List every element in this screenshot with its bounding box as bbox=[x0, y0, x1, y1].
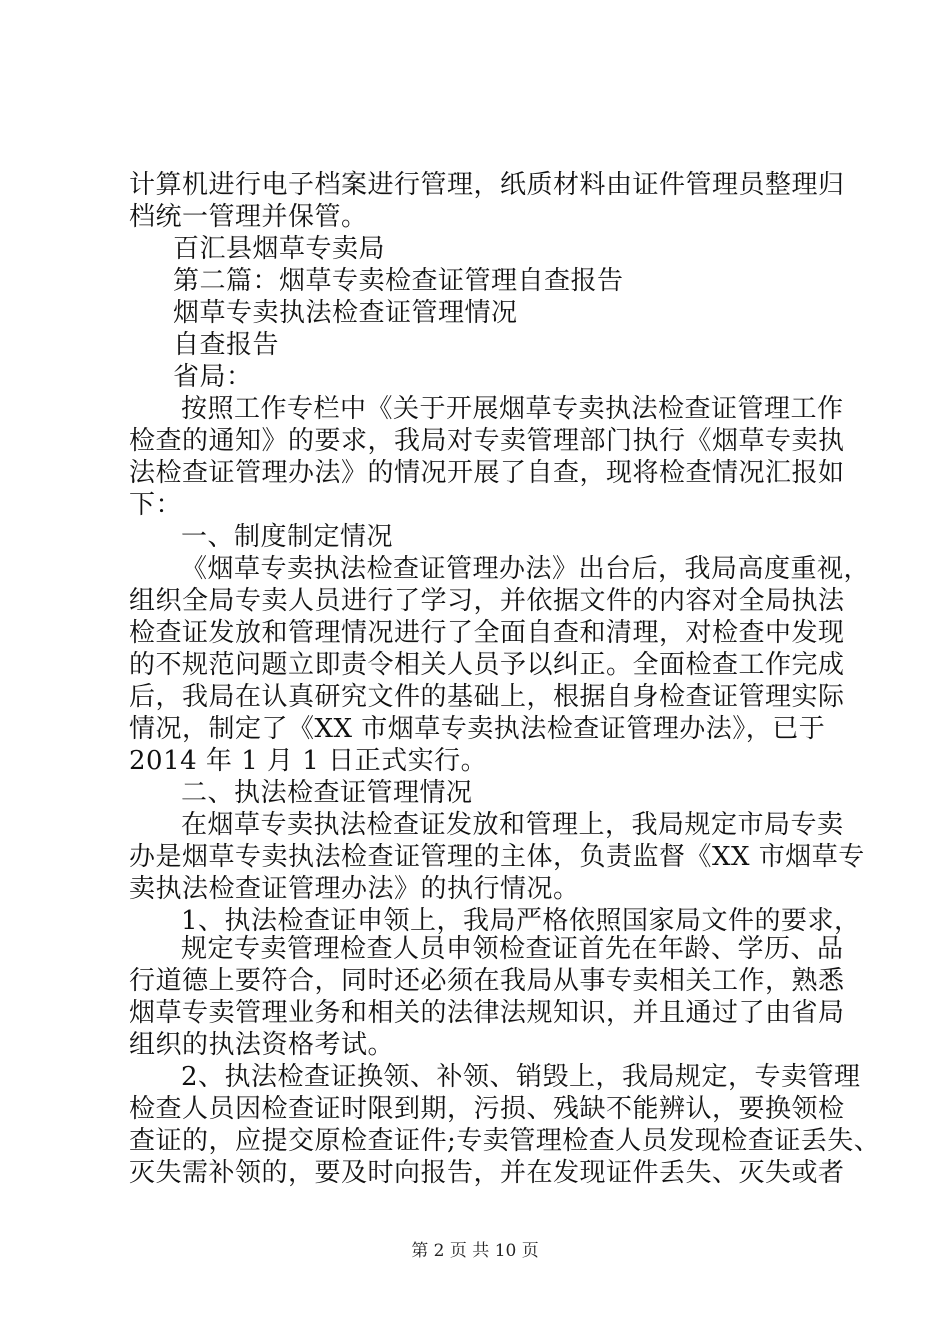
paragraph-line: 检查证发放和管理情况进行了全面自查和清理，对检查中发现 bbox=[129, 618, 845, 648]
report-title-line1: 烟草专卖执法检查证管理情况 bbox=[173, 298, 518, 328]
paragraph-line: 2014 年 1 月 1 日正式实行。 bbox=[129, 746, 488, 776]
paragraph-line: 组织全局专卖人员进行了学习，并依据文件的内容对全局执法 bbox=[129, 586, 845, 616]
paragraph-line: 卖执法检查证管理办法》的执行情况。 bbox=[129, 874, 580, 904]
paragraph-line: 检查人员因检查证时限到期，污损、残缺不能辨认，要换领检 bbox=[129, 1094, 845, 1124]
paragraph-line: 1、执法检查证申领上，我局严格依照国家局文件的要求， bbox=[181, 906, 861, 936]
heading-section-2: 二、执法检查证管理情况 bbox=[181, 778, 473, 808]
paragraph-line: 情况，制定了《XX 市烟草专卖执法检查证管理办法》，已于 bbox=[129, 714, 826, 744]
paragraph-line: 组织的执法资格考试。 bbox=[129, 1030, 395, 1060]
text-block-upper bbox=[129, 169, 871, 937]
paragraph-line: 的不规范问题立即责令相关人员予以纠正。全面检查工作完成 bbox=[129, 650, 845, 680]
paragraph-line: 档统一管理并保管。 bbox=[129, 202, 368, 232]
paragraph-line: 在烟草专卖执法检查证发放和管理上，我局规定市局专卖 bbox=[181, 810, 844, 840]
paragraph-line: 检查的通知》的要求，我局对专卖管理部门执行《烟草专卖执 bbox=[129, 426, 845, 456]
paragraph-line: 按照工作专栏中《关于开展烟草专卖执法检查证管理工作 bbox=[181, 394, 844, 424]
paragraph-line: 行道德上要符合，同时还必须在我局从事专卖相关工作，熟悉 bbox=[129, 966, 845, 996]
page-number-footer: 第 2 页 共 10 页 bbox=[411, 1241, 539, 1261]
paragraph-line: 2、执法检查证换领、补领、销毁上，我局规定，专卖管理 bbox=[181, 1062, 861, 1092]
section-title: 第二篇：烟草专卖检查证管理自查报告 bbox=[173, 266, 624, 296]
paragraph-line: 法检查证管理办法》的情况开展了自查，现将检查情况汇报如 bbox=[129, 458, 845, 488]
paragraph-line: 后，我局在认真研究文件的基础上，根据自身检查证管理实际 bbox=[129, 682, 845, 712]
report-title-line2: 自查报告 bbox=[173, 330, 280, 360]
paragraph-line: 办是烟草专卖执法检查证管理的主体，负责监督《XX 市烟草专 bbox=[129, 842, 865, 872]
text-block-lower bbox=[129, 933, 881, 1189]
paragraph-line: 灭失需补领的，要及时向报告，并在发现证件丢失、灭失或者 bbox=[129, 1158, 845, 1188]
paragraph-line: 查证的，应提交原检查证件;专卖管理检查人员发现检查证丢失、 bbox=[129, 1126, 881, 1156]
paragraph-line: 《烟草专卖执法检查证管理办法》出台后，我局高度重视， bbox=[181, 554, 871, 584]
paragraph-line: 计算机进行电子档案进行管理，纸质材料由证件管理员整理归 bbox=[129, 170, 845, 200]
heading-section-1: 一、制度制定情况 bbox=[181, 522, 394, 552]
paragraph-line: 规定专卖管理检查人员申领检查证首先在年龄、学历、品 bbox=[181, 934, 844, 964]
salutation: 省局： bbox=[173, 362, 253, 392]
issuer-name: 百汇县烟草专卖局 bbox=[173, 234, 386, 264]
paragraph-line: 下： bbox=[129, 490, 183, 520]
paragraph-line: 烟草专卖管理业务和相关的法律法规知识，并且通过了由省局 bbox=[129, 998, 845, 1028]
